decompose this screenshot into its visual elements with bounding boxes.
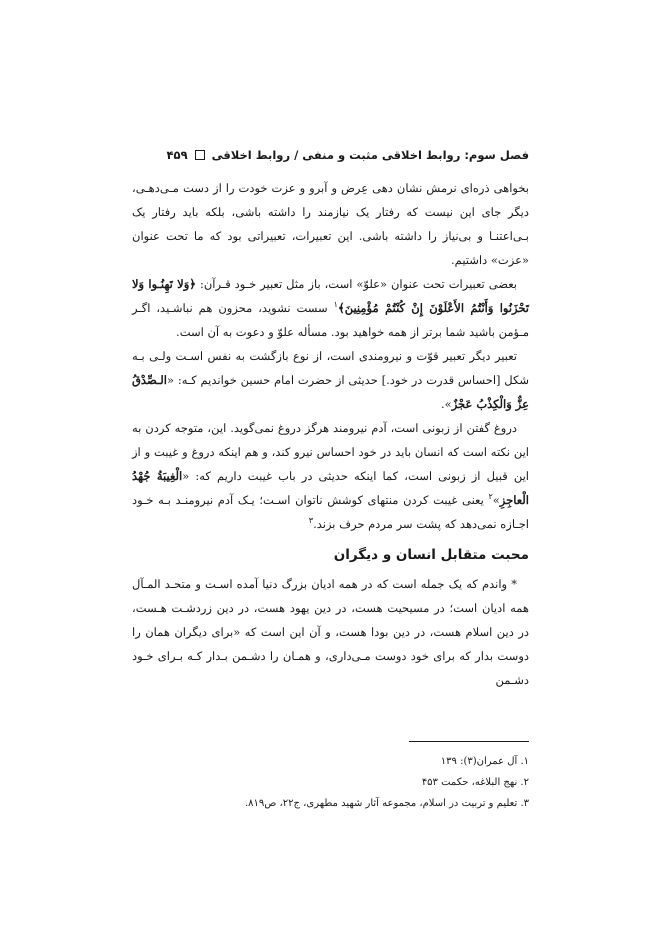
footnotes <box>132 751 529 814</box>
hadith-truth: الـصِّدْقُ عِزٌّ وَالْكِذْبُ عَجْزٌ <box>132 373 529 411</box>
square-ornament-icon <box>195 150 205 160</box>
running-head <box>129 148 529 162</box>
paragraph-4-intro: دروغ گفتن از زبونی است، آدم نیرومند هرگز دروغ نمی‌گوید. این، متوجه کردن به این نکته است که انسان باید در خود احساس نیرو کند، و هم اینکه دروغ و غیبت و از این قبیل از زبونی است، کما اینکه حدیثی در باب غیبت داریم که: « <box>132 421 529 483</box>
body-text <box>132 176 529 692</box>
paragraph-2-intro: بعضی تعبیرات تحت عنوان «علوّ» است، باز مثل تعبیر خـود قـرآن: <box>199 277 518 291</box>
paragraph-2-translation: سست نشوید، محزون هم نباشـید، اگـر مـؤمن باشید شما برتر از همه خواهید بود. مسأله علوّ و دعوت به آن است. <box>132 301 529 339</box>
running-title: فصل سوم: روابط اخلاقی مثبت و منفی / روابط اخلاقی <box>211 148 529 162</box>
paragraph-2 <box>132 272 529 344</box>
footnote-ref-3: ۳ <box>308 516 314 526</box>
paragraph-4-explanation: یعنی غیبت کردن منتهای کوشش ناتوان اسـت؛ یـک آدم نیرومنـد بـه خـود اجـازه نمی‌دهد که پشت سر مردم حرف بزند. <box>132 493 529 531</box>
hadith-gossip: الْغِيبَةُ جُهْدُ الْعاجِزِ <box>132 469 529 507</box>
paragraph-3-intro: تعبیر دیگر تعبیر قوّت و نیرومندی است، از نوع بازگشت به نفس اسـت ولـی بـه شکل [احساس قدرت در خود.] حدیثی از حضرت امام حسین خواندیم کـه: « <box>132 349 529 387</box>
paragraph-4 <box>132 416 529 536</box>
footnote-ref-1: ۱ <box>333 300 338 310</box>
footnote-2: ۲. نهج البلاغه، حکمت ۴۵۳ <box>421 777 529 788</box>
footnote-3: ۳. تعلیم و تربیت در اسلام، مجموعه آثار شهید مطهری، ج۲۲، ص۸۱۹. <box>244 798 529 809</box>
paragraph-3-close: ». <box>440 397 452 411</box>
footnote-divider <box>409 741 529 742</box>
footnote-1: ۱. آل عمران(۳): ۱۳۹ <box>440 756 529 767</box>
paragraph-1: بخواهی ذره‌ای نرمش نشان دهی عِرض و آبرو و عزت خودت را از دست مـی‌دهـی، دیگر جای این نیست که رفتار یک نیازمند را داشته باشی، بلکه باید رفتار یک بـی‌اعتنـا و بی‌نیاز را داشته باشی. این تعبیرات، تعبیراتی بود که ما تحت عنوان «عزت» داشتیم. <box>132 181 529 267</box>
paragraph-3 <box>132 344 529 416</box>
quran-verse: ﴿وَلا تَهِنُـوا وَلا تَحْزَنُوا وَأَنْتُمُ الأَعْلَوْنَ إِنْ كُنْتُمْ مُؤْمِنِينَ﴾ <box>132 277 530 315</box>
paragraph-5: * واندم که یک جمله است که در همه ادیان بزرگ دنیا آمده اسـت و متحـد المـآل همه ادیان است؛ در مسیحیت هست، در دین یهود هست، در دین زردشـت هـست، در دین اسلام هست، در دین بودا هست، و آن این است که «برای دیگران همان را دوست بدار که برای خود دوست مـی‌داری، و همـان را دشـمن بـدار کـه بـرای خـود دشـمن <box>132 577 529 687</box>
section-heading: محبت متقابل انسان و دیگران <box>333 547 529 563</box>
footnote-ref-2: ۲ <box>488 492 493 502</box>
paragraph-4-quote-close: » <box>492 493 500 507</box>
page-number: ۴۵۹ <box>166 148 188 162</box>
